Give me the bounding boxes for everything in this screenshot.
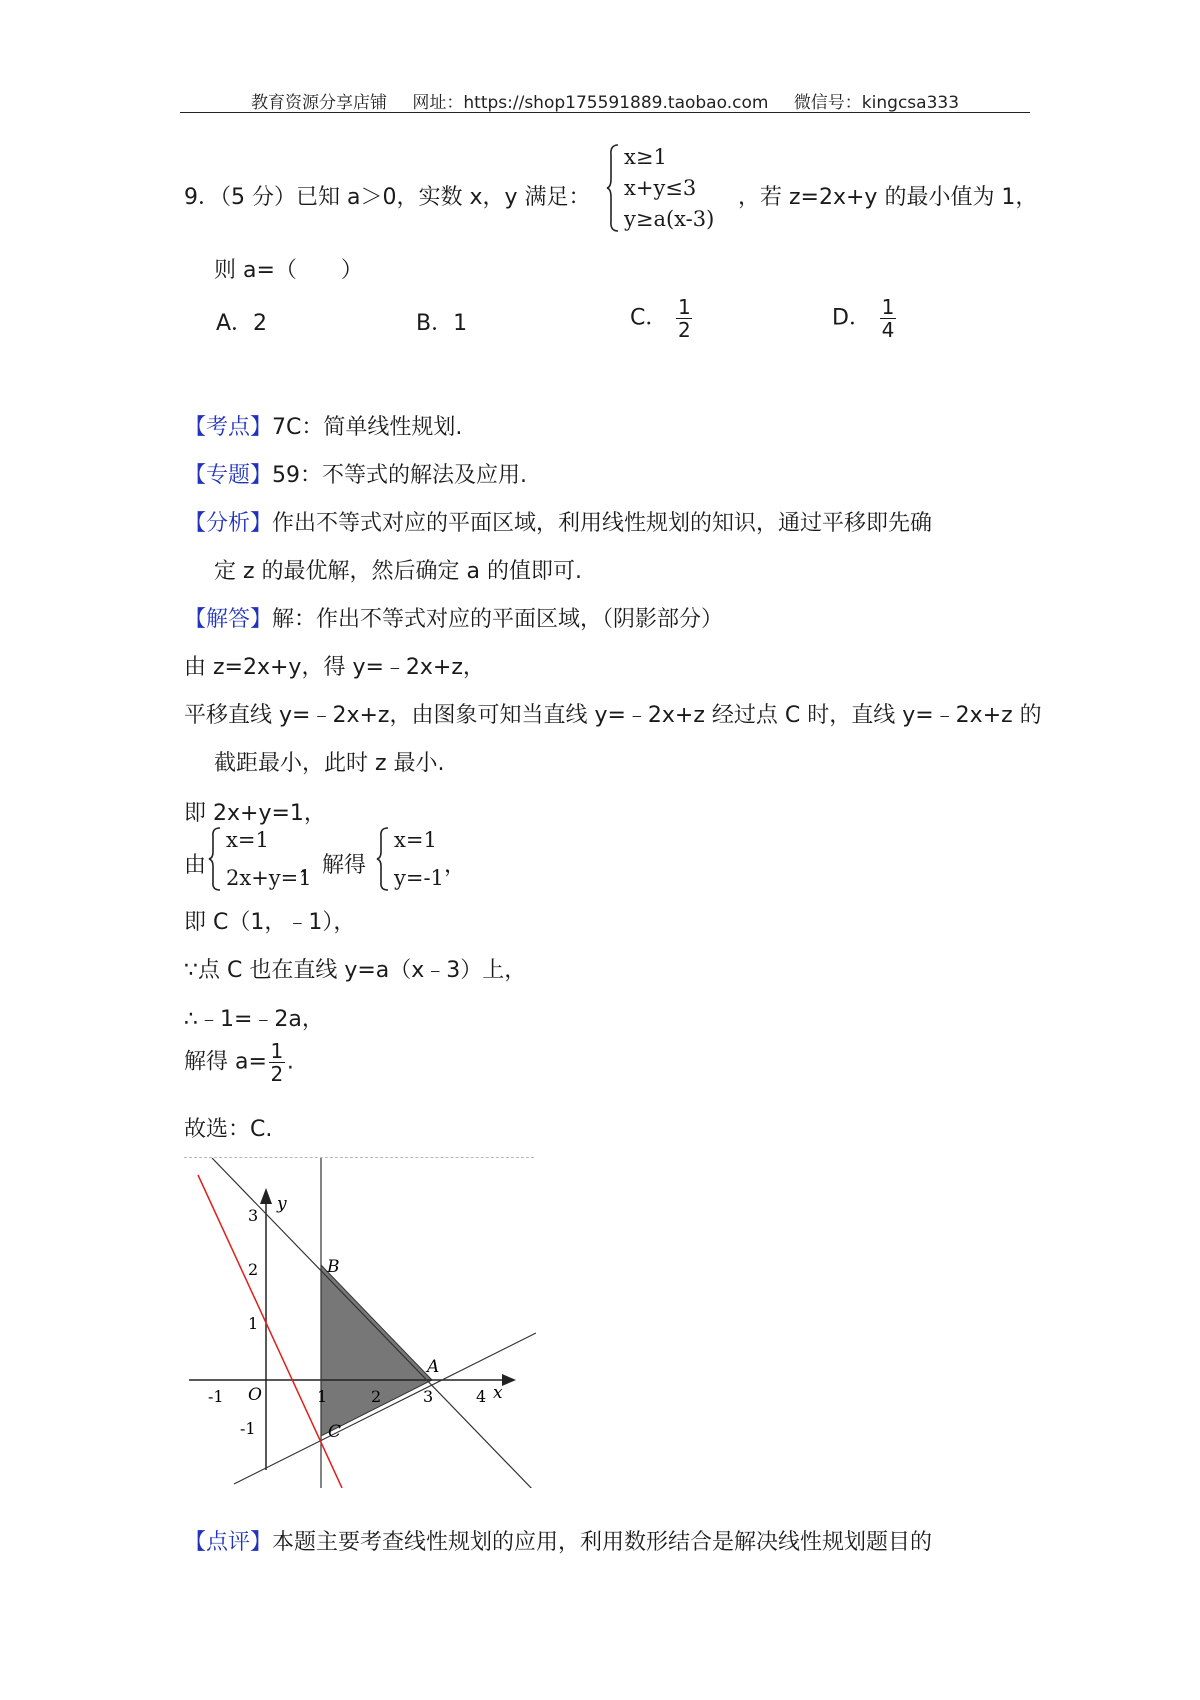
feasible-region [321,1265,432,1436]
fenxi-tag: 【分析】 [184,511,273,536]
x-tick-label: 1 [317,1387,328,1406]
solution-line-3a: 平移直线 y=﹣2x+z，由图象可知当直线 y=﹣2x+z 经过点 C 时，直线 y=﹣2x+z 的 [184,703,1042,728]
brace-icon [606,143,620,233]
constraint-system [606,143,714,233]
choice-d-fraction: $\frac{1}{4}$ [881,295,895,342]
choice-c[interactable] [630,296,694,341]
equation-system-2: x=1 y=-1 [376,826,444,892]
brace-icon [208,826,222,892]
choice-c-label: C． [630,305,668,331]
point-b-label: B [327,1257,340,1277]
fenxi-line-2: 定 z 的最优解，然后确定 a 的值即可. [214,559,582,584]
y-tick-label: 2 [248,1260,259,1279]
choice-b[interactable]: B．1 [416,311,468,336]
y-axis-label: y [277,1194,287,1214]
constraint-1: x≥1 [624,145,667,169]
zhuanti-line: 【专题】59：不等式的解法及应用. [184,463,528,488]
solution-line-5-suffix: ， [444,853,467,878]
question-stem: 9．（5 分）已知 a＞0，实数 x，y 满足： [184,185,591,210]
x-tick-label: 3 [423,1387,434,1406]
header-divider [180,112,1030,113]
constraint-3: y≥a(x-3) [624,207,715,231]
shop-name: 教育资源分享店铺 [250,93,387,113]
point-c-label: C [328,1422,342,1442]
choice-d-label: D． [832,305,871,331]
x-axis-label: x [493,1383,503,1403]
feasible-region-graph [184,1158,536,1488]
solution-line-6: 即 C（1，﹣1）， [184,910,356,935]
y-axis-arrow-icon [260,1188,272,1204]
kaodian-tag: 【考点】 [184,415,273,440]
solution-line-5-prefix: 由 [184,853,207,878]
choice-a[interactable]: A．2 [216,311,268,336]
site-url[interactable]: https://shop175591889.taobao.com [463,93,769,113]
x-axis-arrow-icon [502,1374,516,1386]
x-tick-label: 2 [371,1387,382,1406]
solution-line-10: 故选：C. [184,1117,273,1142]
solution-line-3b: 截距最小，此时 z 最小. [214,751,445,776]
fenxi-line: 【分析】作出不等式对应的平面区域，利用线性规划的知识，通过平移即先确 [184,511,933,536]
wechat-id: 微信号：kingcsa333 [793,93,960,113]
question-stem-suffix: ，若 z=2x+y 的最小值为 1， [738,185,1038,210]
solution-line-8: ∴﹣1=﹣2a， [184,1007,324,1032]
point-a-label: A [427,1357,440,1377]
y-tick-label: -1 [240,1419,256,1438]
solution-line-4: 即 2x+y=1， [184,801,326,826]
page-header [180,88,1030,113]
jieda-line: 【解答】解：作出不等式对应的平面区域，（阴影部分） [184,607,724,632]
choice-c-fraction: $\frac{1}{2}$ [678,295,691,342]
jieda-tag: 【解答】 [184,607,273,632]
dianping-line: 【点评】本题主要考查线性规划的应用，利用数形结合是解决线性规划题目的 [184,1530,933,1555]
choice-d[interactable] [832,296,898,341]
x-tick-label: 4 [476,1387,487,1406]
kaodian-line: 【考点】7C：简单线性规划. [184,415,463,440]
solution-line-2: 由 z=2x+y，得 y=﹣2x+z， [184,655,485,680]
dianping-tag: 【点评】 [184,1530,273,1555]
solution-line-5-mid: ，解得 [300,853,367,878]
zhuanti-tag: 【专题】 [184,463,273,488]
x-tick-label: -1 [208,1387,224,1406]
equation-system-1: x=1 2x+y=1 [208,826,312,892]
constraint-2: x+y≤3 [624,176,697,200]
site-label: 网址： [412,93,464,113]
question-continuation: 则 a=（ ） [214,258,363,283]
solution-line-9: 解得 a= $\frac{1}{2}$ . [184,1039,294,1086]
answer-fraction: $\frac{1}{2}$ [270,1039,284,1086]
y-tick-label: 3 [248,1206,259,1225]
brace-icon [376,826,390,892]
y-tick-label: 1 [248,1314,259,1333]
origin-label: O [248,1385,262,1405]
solution-line-7: ∵点 C 也在直线 y=a（x﹣3）上， [184,958,527,983]
